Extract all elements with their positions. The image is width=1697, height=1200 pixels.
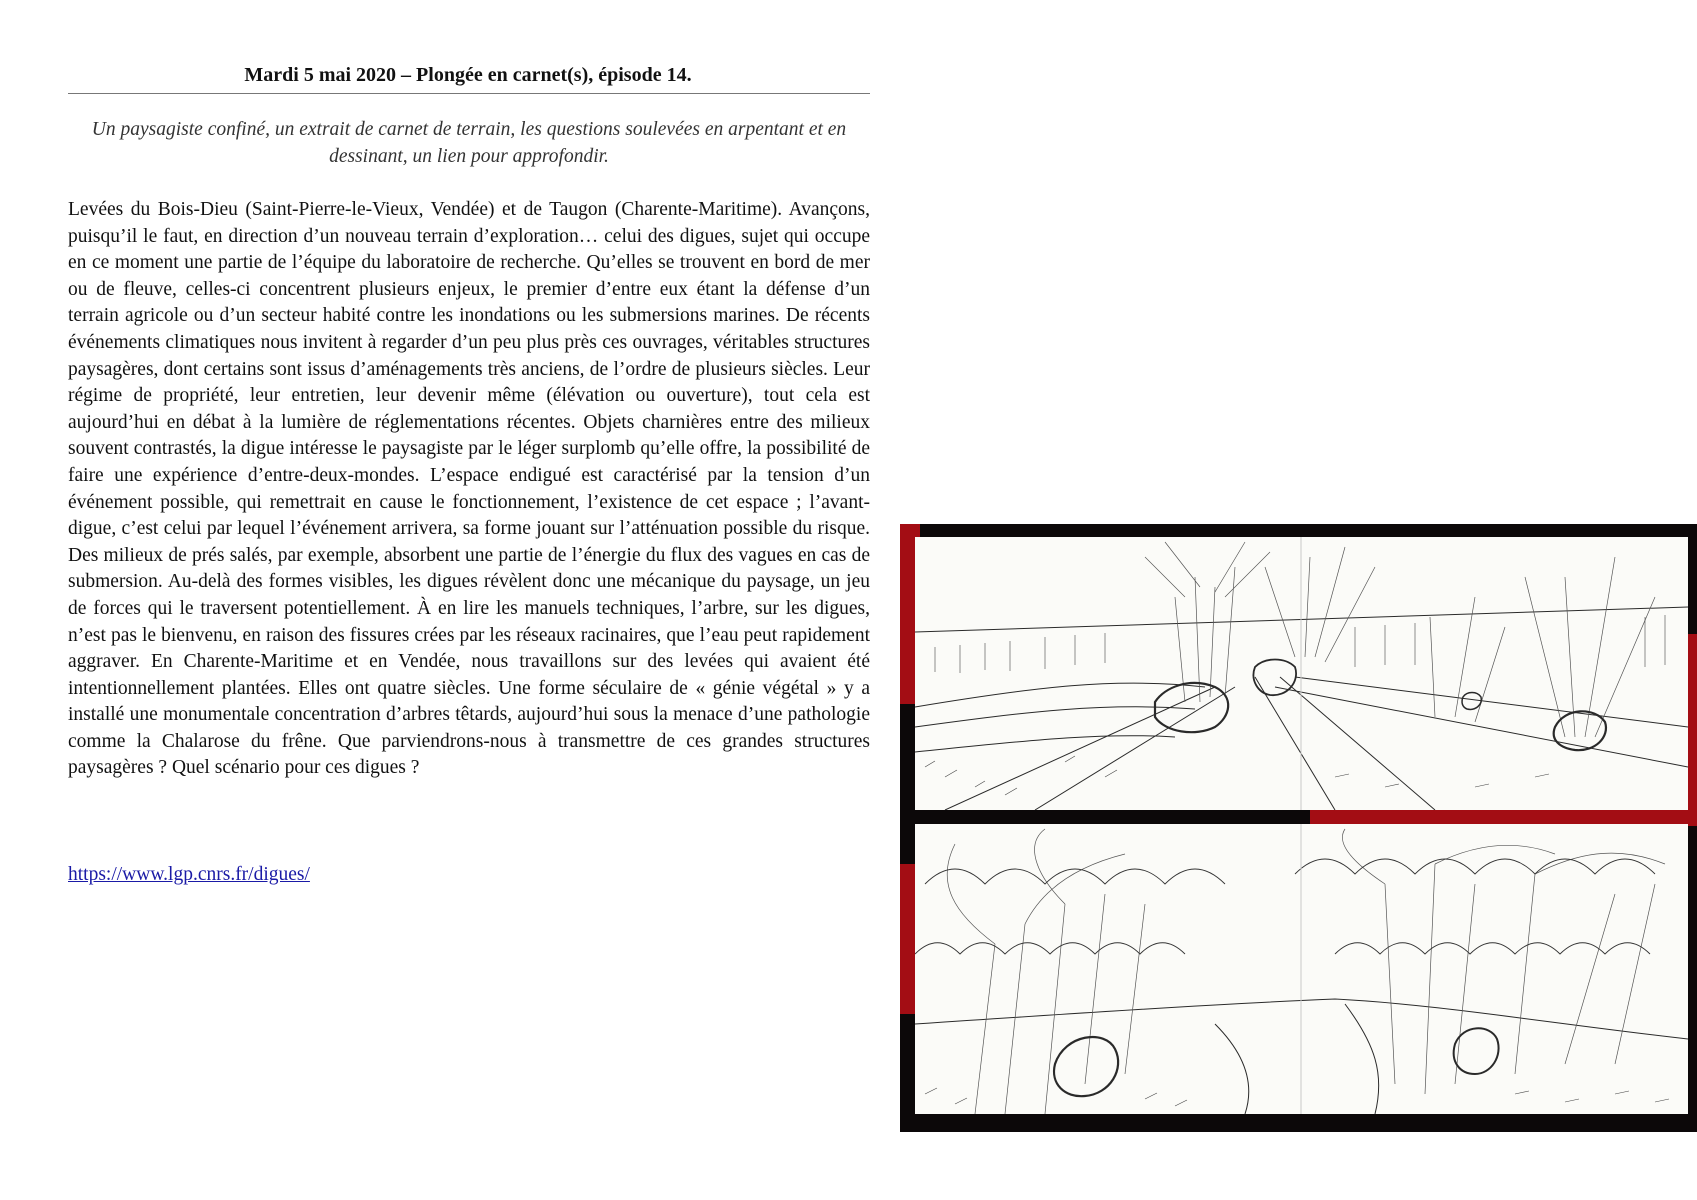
sketch-bois-dieu-drawing (915, 537, 1688, 810)
article-body: Levées du Bois-Dieu (Saint-Pierre-le-Vieux, Vendée) et de Taugon (Charente-Maritime). Avançons, puisqu’il le faut, en direction d’un nouveau terrain d’exploration… celui des digues, sujet qui occupe en ce moment une partie de l’équipe du laboratoire de recherche. Qu’elles se trouvent en bord de mer ou de fleuve, celles-ci concentrent plusieurs enjeux, le premier d’entre eux étant la défense d’un terrain agricole ou d’un secteur habité contre les inondations ou les submersions marines. De récents événements climatiques nous invitent à regarder d’un peu plus près ces ouvrages, véritables structures paysagères, dont certains sont issus d’aménagements très anciens, de l’ordre de plusieurs siècles. Leur régime de propriété, leur entretien, leur devenir même (élévation ou ouverture), tout cela est aujourd’hui en débat à la lumière de réglementations récentes. Objets charnières entre des milieux souvent contrastés, la digue intéresse le paysagiste par le léger surplomb qu’elle offre, la possibilité de faire une expérience d’entre-deux-mondes. L’espace endigué est caractérisé par la tension d’un événement possible, qui remettrait en cause le fonctionnement, l’existence de cet espace ; l’avant-digue, c’est celui par lequel l’événement arrivera, sa forme jouant sur l’atténuation possible du risque. Des milieux de prés salés, par exemple, absorbent une partie de l’énergie du flux des vagues en cas de submersion. Au-delà des formes visibles, les digues révèlent donc une mécanique du paysage, un jeu de forces qui le traversent potentiellement. À en lire les manuels techniques, l’arbre, sur les digues, n’est pas le bienvenu, en raison des fissures crées par les réseaux racinaires, que l’eau peut rapidement aggraver. En Charente-Maritime et en Vendée, nous travaillons sur des levées qui avaient été intentionnellement plantées. Elles ont quatre siècles. Une forme séculaire de « génie végétal » y a installé une monumentale concentration d’arbres têtards, aujourd’hui sous la menace d’une pathologie comme la Chalarose du frêne. Que parviendrons-nous à transmettre de ces grandes structures paysagères ? Quel scénario pour ces digues ? (68, 199, 870, 779)
sketch-taugon (915, 824, 1688, 1114)
sketch-taugon-drawing (915, 824, 1688, 1114)
title-rule (68, 93, 870, 94)
sketchbook-photo (900, 524, 1697, 1132)
article-link[interactable]: https://www.lgp.cnrs.fr/digues/ (68, 864, 310, 885)
sketch-bois-dieu (915, 537, 1688, 810)
red-accent-bottom-left (900, 864, 916, 1014)
intro-text: Un paysagiste confiné, un extrait de carnet de terrain, les questions soulevées en arpentant et en dessinant, un lien pour approfondir. (91, 119, 847, 167)
page-title: Mardi 5 mai 2020 – Plongée en carnet(s), épisode 14. (244, 64, 692, 86)
